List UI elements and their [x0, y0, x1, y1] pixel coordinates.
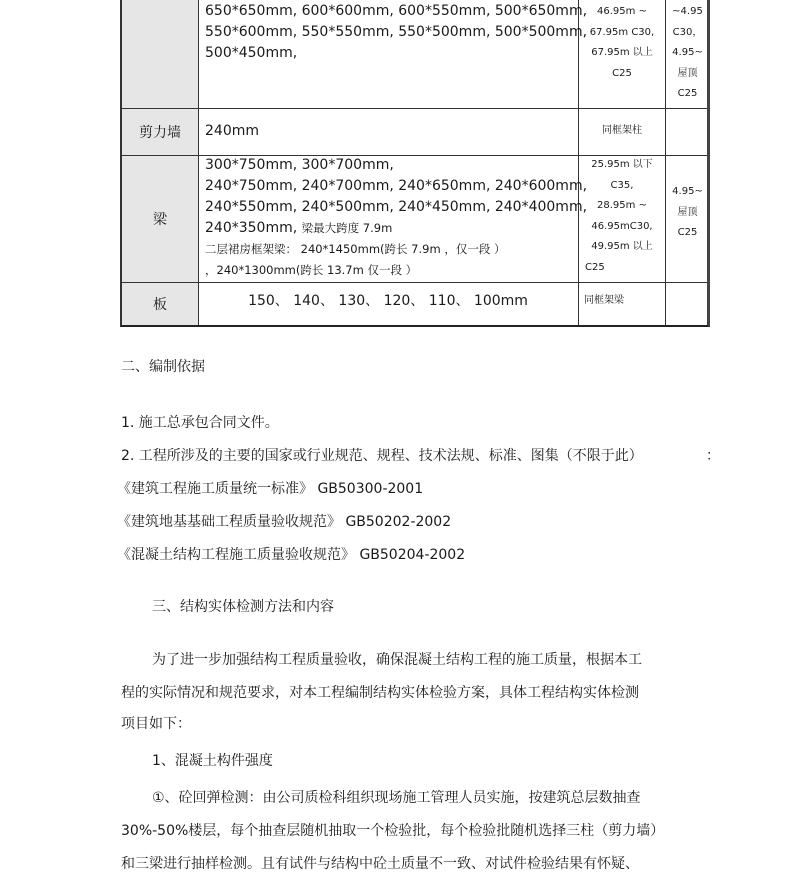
spec-line: 240*550mm, 240*500mm, 240*450mm, 240*400mm, [205, 199, 588, 215]
grade-line: 屋顶 [677, 206, 698, 218]
spec-note: 梁最大跨度 7.9m [301, 221, 393, 235]
subsection-heading: 1、混凝土构件强度 [152, 753, 273, 769]
grade-line: C25 [677, 88, 698, 99]
row-name-shear-wall [122, 108, 198, 155]
row-name-slab [122, 282, 198, 325]
column-grade-cell [579, 2, 665, 84]
grade-line: C25 [585, 261, 605, 273]
paragraph-line: 程的实际情况和规范要求，对本工程编制结构实体检验方案，具体工程结构实体检测 [121, 685, 639, 701]
spec-line: 500*450mm, [205, 45, 298, 61]
row-divider [122, 108, 707, 109]
paragraph-line: 为了进一步加强结构工程质量验收，确保混凝土结构工程的施工质量，根据本工 [152, 652, 642, 668]
beam-spec-cell [200, 155, 587, 281]
grade-line: 46.95mC30, [591, 220, 653, 232]
row-name-column [122, 0, 198, 108]
grade-line: 49.95m 以上 [591, 241, 653, 252]
grade-line: 屋顶 [677, 67, 698, 79]
spec-line: 240*750mm, 240*700mm, 240*650mm, 240*600mm, [205, 178, 588, 194]
paragraph-line: 和三梁进行抽样检测。且有试件与结构中砼土质量不一致、对试件检验结果有怀疑、 [121, 856, 639, 872]
spec-line: 二层裙房框架梁： 240*1450mm(跨长 7.9m ，仅一段 ） [205, 242, 506, 256]
grade-line: 46.95m ~ [597, 6, 647, 17]
paragraph-line: ①、砼回弹检测：由公司质检科组织现场施工管理人员实施，按建筑总层数抽查 [152, 790, 641, 806]
grade-line: C25 [612, 67, 632, 79]
beam-grade2-cell [666, 182, 709, 244]
beam-grade-cell [579, 155, 665, 278]
grade-line: 4.95~ [672, 47, 703, 58]
spec-main: 240*350mm, [205, 220, 298, 236]
grade-line: 28.95m ~ [597, 200, 647, 211]
column-grade2-cell [666, 2, 709, 105]
row-label: 板 [153, 296, 167, 313]
grade-line: 25.95m 以下 [591, 159, 653, 170]
shear-wall-grade: 同框架柱 [602, 125, 642, 136]
spec-line: ，240*1300mm(跨长 13.7m 仅一段 ） [205, 263, 418, 277]
reference-standard: 《混凝土结构工程施工质量验收规范》 GB50204-2002 [117, 547, 466, 563]
slab-spec: 150、 140、 130、 120、 110、 100mm [248, 293, 528, 309]
spec-line: 300*750mm, 300*700mm, [205, 157, 394, 173]
reference-standard: 《建筑地基基础工程质量验收规范》 GB50202-2002 [117, 514, 452, 530]
grade-line: C35, [610, 179, 634, 191]
spec-line [205, 218, 587, 239]
paragraph-line: 项目如下： [121, 716, 191, 732]
spec-line: 550*600mm, 550*550mm, 550*500mm, 500*500mm, [205, 24, 588, 40]
shear-wall-spec: 240mm [205, 123, 259, 139]
basis-item-2-colon: ： [706, 448, 720, 464]
basis-item-2: 2. 工程所涉及的主要的国家或行业规范、规程、技术法规、标准、图集（不限于此） [121, 448, 643, 464]
column-spec-cell [200, 1, 587, 64]
grade-line: ~4.95 [672, 6, 703, 17]
column-divider [198, 0, 199, 325]
row-label: 剪力墙 [139, 124, 181, 141]
grade-line: 4.95~ [672, 186, 703, 197]
structure-table [120, 0, 710, 327]
reference-standard: 《建筑工程施工质量统一标准》 GB50300-2001 [117, 481, 424, 497]
row-label: 梁 [153, 211, 167, 228]
row-name-beam [122, 155, 198, 282]
basis-item-1: 1. 施工总承包合同文件。 [121, 415, 279, 431]
grade-line: C30， [672, 26, 703, 38]
row-divider [122, 282, 707, 283]
section3-heading: 三、结构实体检测方法和内容 [152, 599, 334, 615]
section2-heading: 二、编制依据 [121, 359, 205, 375]
slab-grade: 同框架梁 [584, 295, 624, 306]
spec-line: 650*650mm, 600*600mm, 600*550mm, 500*650mm, [205, 3, 588, 19]
grade-line: 67.95m 以上 [591, 47, 653, 58]
grade-line: 67.95m C30, [589, 26, 655, 38]
paragraph-line: 30%-50%楼层，每个抽查层随机抽取一个检验批，每个检验批随机选择三柱（剪力墙） [121, 823, 665, 839]
grade-line: C25 [677, 227, 698, 238]
